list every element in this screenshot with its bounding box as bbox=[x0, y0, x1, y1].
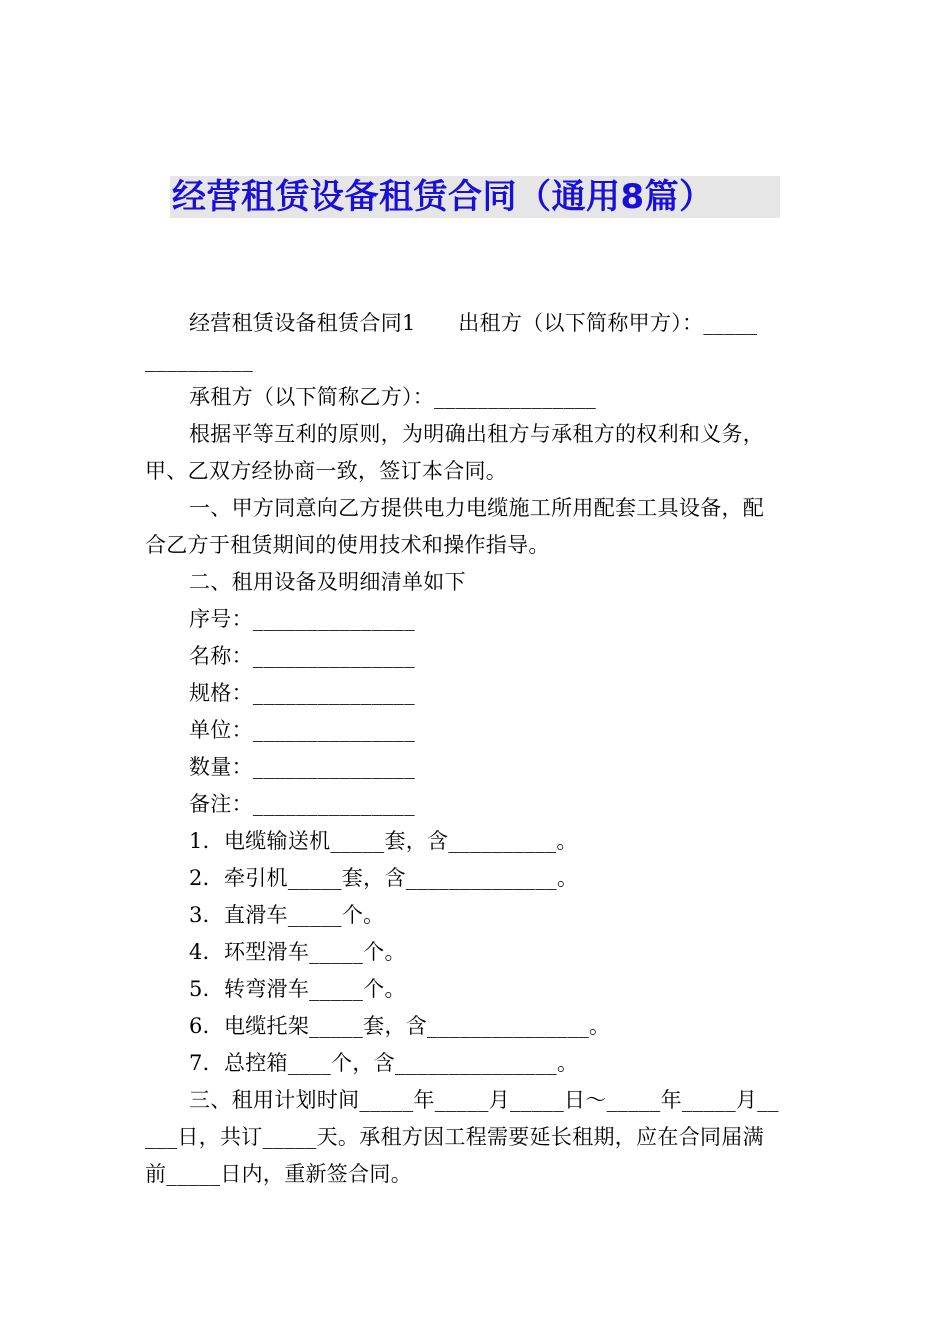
clause-three-line: ___日，共订_____天。承租方因工程需要延长租期，应在合同届满 bbox=[145, 1125, 764, 1149]
clause-one-line: 合乙方于租赁期间的使用技术和操作指导。 bbox=[145, 533, 550, 557]
field-unit: 单位：_______________ bbox=[189, 718, 415, 742]
equipment-item: 7．总控箱____个，含_______________。 bbox=[189, 1051, 579, 1075]
equipment-item: 1．电缆输送机_____套，含__________。 bbox=[189, 829, 578, 853]
document-title: 经营租赁设备租赁合同（通用8篇） bbox=[172, 177, 714, 217]
equipment-item: 5．转弯滑车_____个。 bbox=[189, 977, 406, 1001]
paragraph-line: 甲、乙双方经协商一致，签订本合同。 bbox=[145, 459, 508, 483]
equipment-item: 6．电缆托架_____套，含_______________。 bbox=[189, 1014, 611, 1038]
field-spec: 规格：_______________ bbox=[189, 681, 415, 705]
field-serial: 序号：_______________ bbox=[189, 607, 415, 631]
field-quantity: 数量：_______________ bbox=[189, 755, 415, 779]
equipment-item: 4．环型滑车_____个。 bbox=[189, 940, 406, 964]
contract-header-line: 经营租赁设备租赁合同1 出租方（以下简称甲方）：_____ bbox=[189, 311, 758, 335]
paragraph-line: 根据平等互利的原则，为明确出租方与承租方的权利和义务， bbox=[189, 422, 765, 446]
field-remarks: 备注：_______________ bbox=[189, 792, 415, 816]
equipment-item: 2．牵引机_____套，含______________。 bbox=[189, 866, 579, 890]
clause-two-heading: 二、租用设备及明细清单如下 bbox=[189, 570, 466, 594]
lessee-line: 承租方（以下简称乙方）：_______________ bbox=[189, 385, 597, 409]
equipment-item: 3．直滑车_____个。 bbox=[189, 903, 385, 927]
clause-three-line: 三、租用计划时间_____年_____月_____日～_____年_____月__ bbox=[189, 1088, 779, 1112]
blank-line: __________ bbox=[145, 348, 253, 372]
clause-three-line: 前_____日内，重新签合同。 bbox=[145, 1162, 412, 1186]
field-name: 名称：_______________ bbox=[189, 644, 415, 668]
clause-one-line: 一、甲方同意向乙方提供电力电缆施工所用配套工具设备，配 bbox=[189, 496, 765, 520]
